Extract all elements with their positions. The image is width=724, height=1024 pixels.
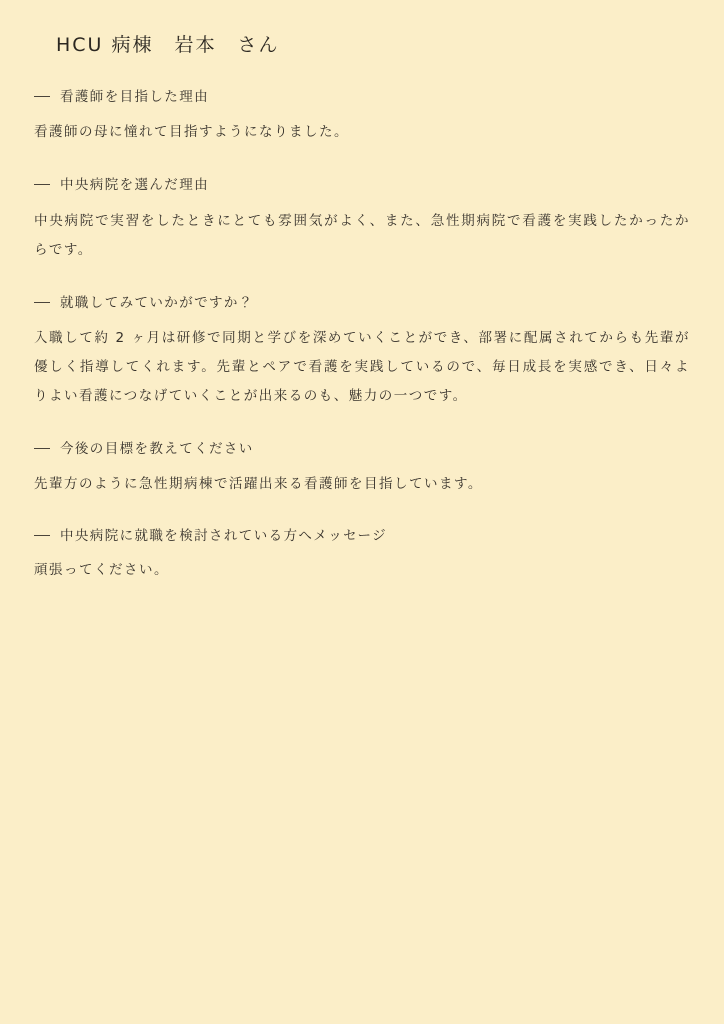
question-text-4: 今後の目標を教えてください [60,441,254,458]
qa-section-5 [34,524,690,585]
page-title: HCU 病棟 岩本 さん [56,34,280,56]
question-heading-5 [34,524,690,544]
question-text-1: 看護師を目指した理由 [60,88,209,105]
qa-section-2 [34,173,690,265]
question-heading-2 [34,173,690,193]
answer-text-1: 看護師の母に憧れて目指すようになりました。 [34,124,349,141]
dash-icon [34,448,50,449]
question-text-5: 中央病院に就職を検討されている方へメッセージ [60,527,387,544]
question-text-3: 就職してみていかがですか？ [60,294,254,311]
answer-text-3: 入職して約 2 ヶ月は研修で同期と学びを深めていくことができ、部署に配属されてからも先輩が優しく指導してくれます。先輩とペアで看護を実践しているので、毎日成長を実感でき、日々よりよい看護につなげていくことが出来るのも、魅力の一つです。 [34,330,690,405]
question-heading-1 [34,85,690,105]
answer-text-4: 先輩方のように急性期病棟で活躍出来る看護師を目指しています。 [34,475,483,492]
answer-text-2: 中央病院で実習をしたときにとても雰囲気がよく、また、急性期病院で看護を実践したかったからです。 [34,212,690,258]
dash-icon [34,535,50,536]
question-text-2: 中央病院を選んだ理由 [60,177,209,194]
dash-icon [34,184,50,185]
question-heading-4 [34,437,690,457]
question-heading-3 [34,291,690,311]
dash-icon [34,96,50,97]
answer-text-5: 頑張ってください。 [34,562,169,579]
dash-icon [34,302,50,303]
qa-section-1 [34,85,690,148]
qa-section-4 [34,437,690,498]
qa-section-3 [34,291,690,412]
